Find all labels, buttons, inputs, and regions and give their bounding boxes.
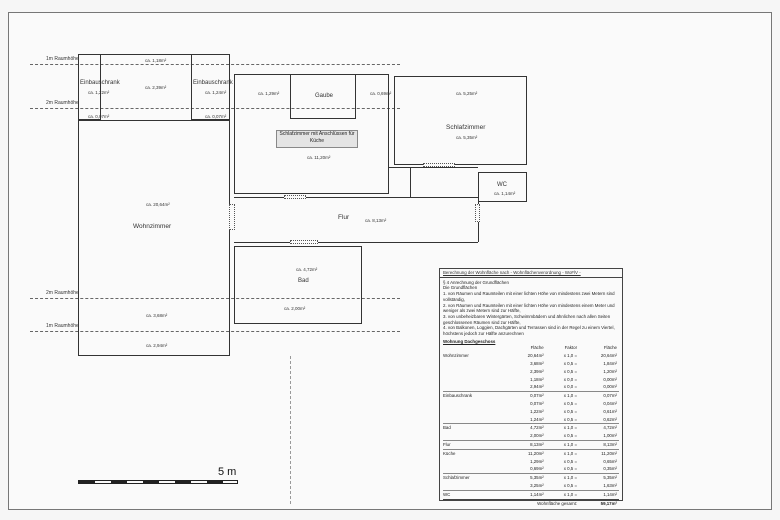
- level-label-2m-bottom: 2m Raumhöhe: [46, 290, 79, 296]
- calc-cell: x 0,0 =: [563, 384, 578, 390]
- calc-header: Fläche: [530, 345, 544, 351]
- calc-header: [443, 344, 506, 352]
- calc-cell: 1,14m²: [579, 490, 619, 499]
- schlafzimmer-area: ca. 5,25m²: [456, 91, 478, 96]
- calc-cell: [443, 432, 506, 440]
- calc-table: [443, 344, 619, 507]
- room-schlafzimmer: [394, 76, 527, 165]
- einbauschrank-right-name: Einbauschrank: [193, 80, 233, 86]
- calc-header: Fläche: [603, 345, 617, 351]
- calc-row: [443, 474, 619, 482]
- calc-cell: x 0,5 =: [563, 433, 578, 439]
- level-label-1m-top: 1m Raumhöhe: [46, 56, 79, 62]
- gaube-name: Gaube: [315, 93, 334, 99]
- calc-cell: 0,04m²: [603, 401, 617, 407]
- calc-cell: 0,62m²: [603, 416, 617, 422]
- calc-cell: 2,00m²: [530, 433, 544, 439]
- calc-cell: 1,20m²: [603, 368, 617, 374]
- calc-cell: 11,20m²: [579, 449, 619, 457]
- calc-cell: [443, 400, 506, 408]
- calc-cell: 3,68m²: [530, 361, 544, 367]
- calc-cell: [443, 383, 506, 391]
- calc-cell: x 0,5 =: [563, 466, 578, 472]
- calc-cell: Einbauschrank: [443, 392, 506, 400]
- calc-cell: [443, 416, 506, 424]
- calc-cell: x 1,0 =: [546, 490, 579, 499]
- wc-area: ca. 1,14m²: [494, 191, 516, 196]
- einbauschrank-right-area2: ca. 0,07m²: [205, 114, 227, 119]
- calc-cell: 1,14m²: [506, 490, 545, 499]
- calc-row: [443, 360, 619, 368]
- wohnzimmer-bottom-area: ca. 3,68m²: [146, 313, 168, 318]
- calc-cell: [443, 360, 506, 368]
- calc-cell: 0,35m²: [603, 466, 617, 472]
- calc-row: [443, 449, 619, 457]
- calc-cell: x 1,0 =: [546, 474, 579, 482]
- gaube-area2: ca. 0,69m²: [370, 91, 392, 96]
- calc-total-value: 59,17m²: [579, 499, 619, 507]
- calc-row: [443, 368, 619, 376]
- calc-cell: x 0,5 =: [563, 361, 578, 367]
- kueche-area: ca. 11,20m²: [307, 155, 331, 160]
- calc-cell: 2,39m²: [530, 368, 544, 374]
- scale-label: 5 m: [218, 466, 237, 478]
- calc-cell: x 1,0 =: [546, 424, 579, 432]
- kueche-note: Schlafzimmer mit Anschlüssen für Küche: [276, 130, 358, 148]
- room-bad: [234, 246, 362, 324]
- room-einbauschrank-right: [191, 54, 230, 120]
- calc-cell: x 0,5 =: [563, 458, 578, 464]
- flur-wall-bottom: [234, 242, 478, 243]
- calc-cell: Schlafzimmer: [443, 474, 506, 482]
- flur-name: Flur: [338, 214, 350, 221]
- calc-cell: 1,63m²: [603, 483, 617, 489]
- calc-cell: Bad: [443, 424, 506, 432]
- calc-cell: [443, 458, 506, 466]
- calc-cell: 3,25m²: [530, 483, 544, 489]
- level-label-1m-bottom: 1m Raumhöhe: [46, 323, 79, 329]
- einbauschrank-right-area: ca. 1,24m²: [205, 90, 227, 95]
- calc-cell: 5,35m²: [579, 474, 619, 482]
- calc-row: [443, 383, 619, 391]
- calc-cell: 1,84m²: [603, 361, 617, 367]
- scale-bar: [78, 480, 238, 484]
- calc-cell: x 0,5 =: [563, 483, 578, 489]
- calc-cell: Küche: [443, 449, 506, 457]
- calc-cell: 20,64m²: [600, 353, 617, 359]
- calc-item-3: 3. von unbeheizbaren Wintergärten, Schwimmbädern und ähnlichen nach allen Seiten geschlossenen Räumen sind zur Hälfte,: [443, 313, 611, 325]
- door-bad: [290, 240, 318, 244]
- calc-cell: Flur: [443, 441, 506, 450]
- wall-line: [78, 120, 230, 121]
- calc-cell: x 0,5 =: [563, 416, 578, 422]
- door-kueche: [284, 195, 306, 199]
- wohnzimmer-top-area: ca. 1,18m²: [145, 58, 167, 63]
- gaube-area: ca. 1,29m²: [258, 91, 280, 96]
- calc-row: [443, 432, 619, 440]
- calc-total-row: [443, 499, 619, 507]
- wohnzimmer-bottom-area2: ca. 2,94m²: [146, 343, 168, 348]
- schlafzimmer-name: Schlafzimmer: [446, 124, 486, 131]
- wohnzimmer-top-area2: ca. 2,39m²: [145, 85, 167, 90]
- calc-cell: 4,72m²: [506, 424, 545, 432]
- calc-cell: 1,29m²: [530, 458, 544, 464]
- einbauschrank-left-area2: ca. 0,07m²: [88, 114, 110, 119]
- calc-item-1: 1. von Räumen und Raumteilen mit einer lichten Höhe von mindestens zwei Metern sind vollständig,: [443, 291, 615, 302]
- calc-cell: 5,35m²: [506, 474, 545, 482]
- calc-cell: 0,61m²: [603, 408, 617, 414]
- calc-total-label: Wohnfläche gesamt:: [443, 499, 579, 507]
- calc-row: [443, 376, 619, 384]
- calc-row: [443, 408, 619, 416]
- calc-cell: [443, 465, 506, 473]
- calc-header: Faktor: [564, 345, 578, 351]
- wohnzimmer-area: ca. 20,64m²: [146, 202, 170, 207]
- calc-cell: 8,13m²: [506, 441, 545, 450]
- level-label-2m-top: 2m Raumhöhe: [46, 100, 79, 106]
- einbauschrank-left-area: ca. 1,22m²: [88, 90, 110, 95]
- calc-cell: 11,20m²: [506, 449, 545, 457]
- calc-cell: 4,72m²: [579, 424, 619, 432]
- calc-cell: x 1,0 =: [546, 449, 579, 457]
- calc-cell: 0,65m²: [603, 458, 617, 464]
- calc-cell: x 0,5 =: [563, 408, 578, 414]
- calc-cell: 1,00m²: [603, 433, 617, 439]
- calc-cell: x 0,5 =: [563, 368, 578, 374]
- einbauschrank-left-name: Einbauschrank: [80, 80, 120, 86]
- bad-area: ca. 4,72m²: [296, 267, 318, 272]
- flur-wall-top: [234, 197, 478, 198]
- calc-cell: x 0,5 =: [563, 401, 578, 407]
- calc-row: [443, 352, 619, 360]
- calc-intro: Die Grundflächen: [443, 285, 478, 291]
- calc-row: [443, 416, 619, 424]
- calc-cell: x 1,0 =: [563, 353, 578, 359]
- schlafzimmer-area2: ca. 5,35m²: [456, 135, 478, 140]
- calc-row: [443, 441, 619, 450]
- calc-row: [443, 465, 619, 473]
- calc-cell: 8,13m²: [579, 441, 619, 450]
- area-calculation-box: [439, 268, 623, 506]
- calc-cell: 0,07m²: [530, 401, 544, 407]
- calc-cell: Wohnzimmer: [443, 353, 469, 359]
- room-einbauschrank-left: [78, 54, 101, 120]
- door-wohnzimmer: [229, 204, 235, 230]
- calc-row: [443, 458, 619, 466]
- calc-cell: [443, 376, 506, 384]
- calc-cell: 1,24m²: [530, 416, 544, 422]
- calc-cell: [443, 368, 506, 376]
- calc-cell: 1,18m²: [530, 376, 544, 382]
- door-wc: [475, 204, 480, 222]
- calc-item-2: 2. von Räumen und Raumteilen mit einer lichten Höhe von mindestens einem Meter und weniger als zwei Metern sind zur Hälfte,: [443, 302, 615, 314]
- flur-wall-upper: [389, 167, 478, 168]
- guide-line: [290, 356, 291, 504]
- calc-cell: WC: [443, 490, 506, 499]
- calc-item-4: 4. von Balkonen, Loggien, Dachgärten und Terrassen sind in der Regel zu einem Viertel, höchstens jedoch zur Hälfte anzurechnen: [443, 325, 615, 337]
- calc-cell: 0,00m²: [603, 384, 617, 390]
- calc-section: Wohnung Dachgeschoss: [443, 338, 496, 344]
- calc-row: [443, 490, 619, 499]
- calc-cell: [443, 408, 506, 416]
- calc-cell: 0,07m²: [579, 392, 619, 400]
- calc-cell: 20,64m²: [527, 353, 544, 359]
- calc-row: [443, 392, 619, 400]
- wc-name: WC: [497, 182, 507, 188]
- calc-cell: 0,00m²: [603, 376, 617, 382]
- calc-title: Berechnung der Wohnfläche nach - Wohnflächenverordnung - WoFlV -: [440, 270, 622, 278]
- calc-cell: x 0,0 =: [563, 376, 578, 382]
- calc-header-row: [443, 344, 619, 352]
- calc-row: [443, 482, 619, 490]
- flur-area: ca. 8,13m²: [365, 218, 387, 223]
- wohnzimmer-name: Wohnzimmer: [133, 223, 172, 230]
- calc-cell: 2,94m²: [530, 384, 544, 390]
- calc-row: [443, 424, 619, 432]
- calc-cell: x 1,0 =: [546, 441, 579, 450]
- calc-cell: 1,22m²: [530, 408, 544, 414]
- bad-name: Bad: [298, 278, 309, 284]
- bad-area2: ca. 2,00m²: [284, 306, 306, 311]
- calc-row: [443, 400, 619, 408]
- calc-cell: [443, 482, 506, 490]
- calc-cell: 0,07m²: [506, 392, 545, 400]
- calc-cell: 0,69m²: [530, 466, 544, 472]
- calc-cell: x 1,0 =: [546, 392, 579, 400]
- calc-paragraph: § 4 Anrechnung der Grundflächen: [443, 279, 509, 285]
- flur-wall-stair: [410, 167, 411, 197]
